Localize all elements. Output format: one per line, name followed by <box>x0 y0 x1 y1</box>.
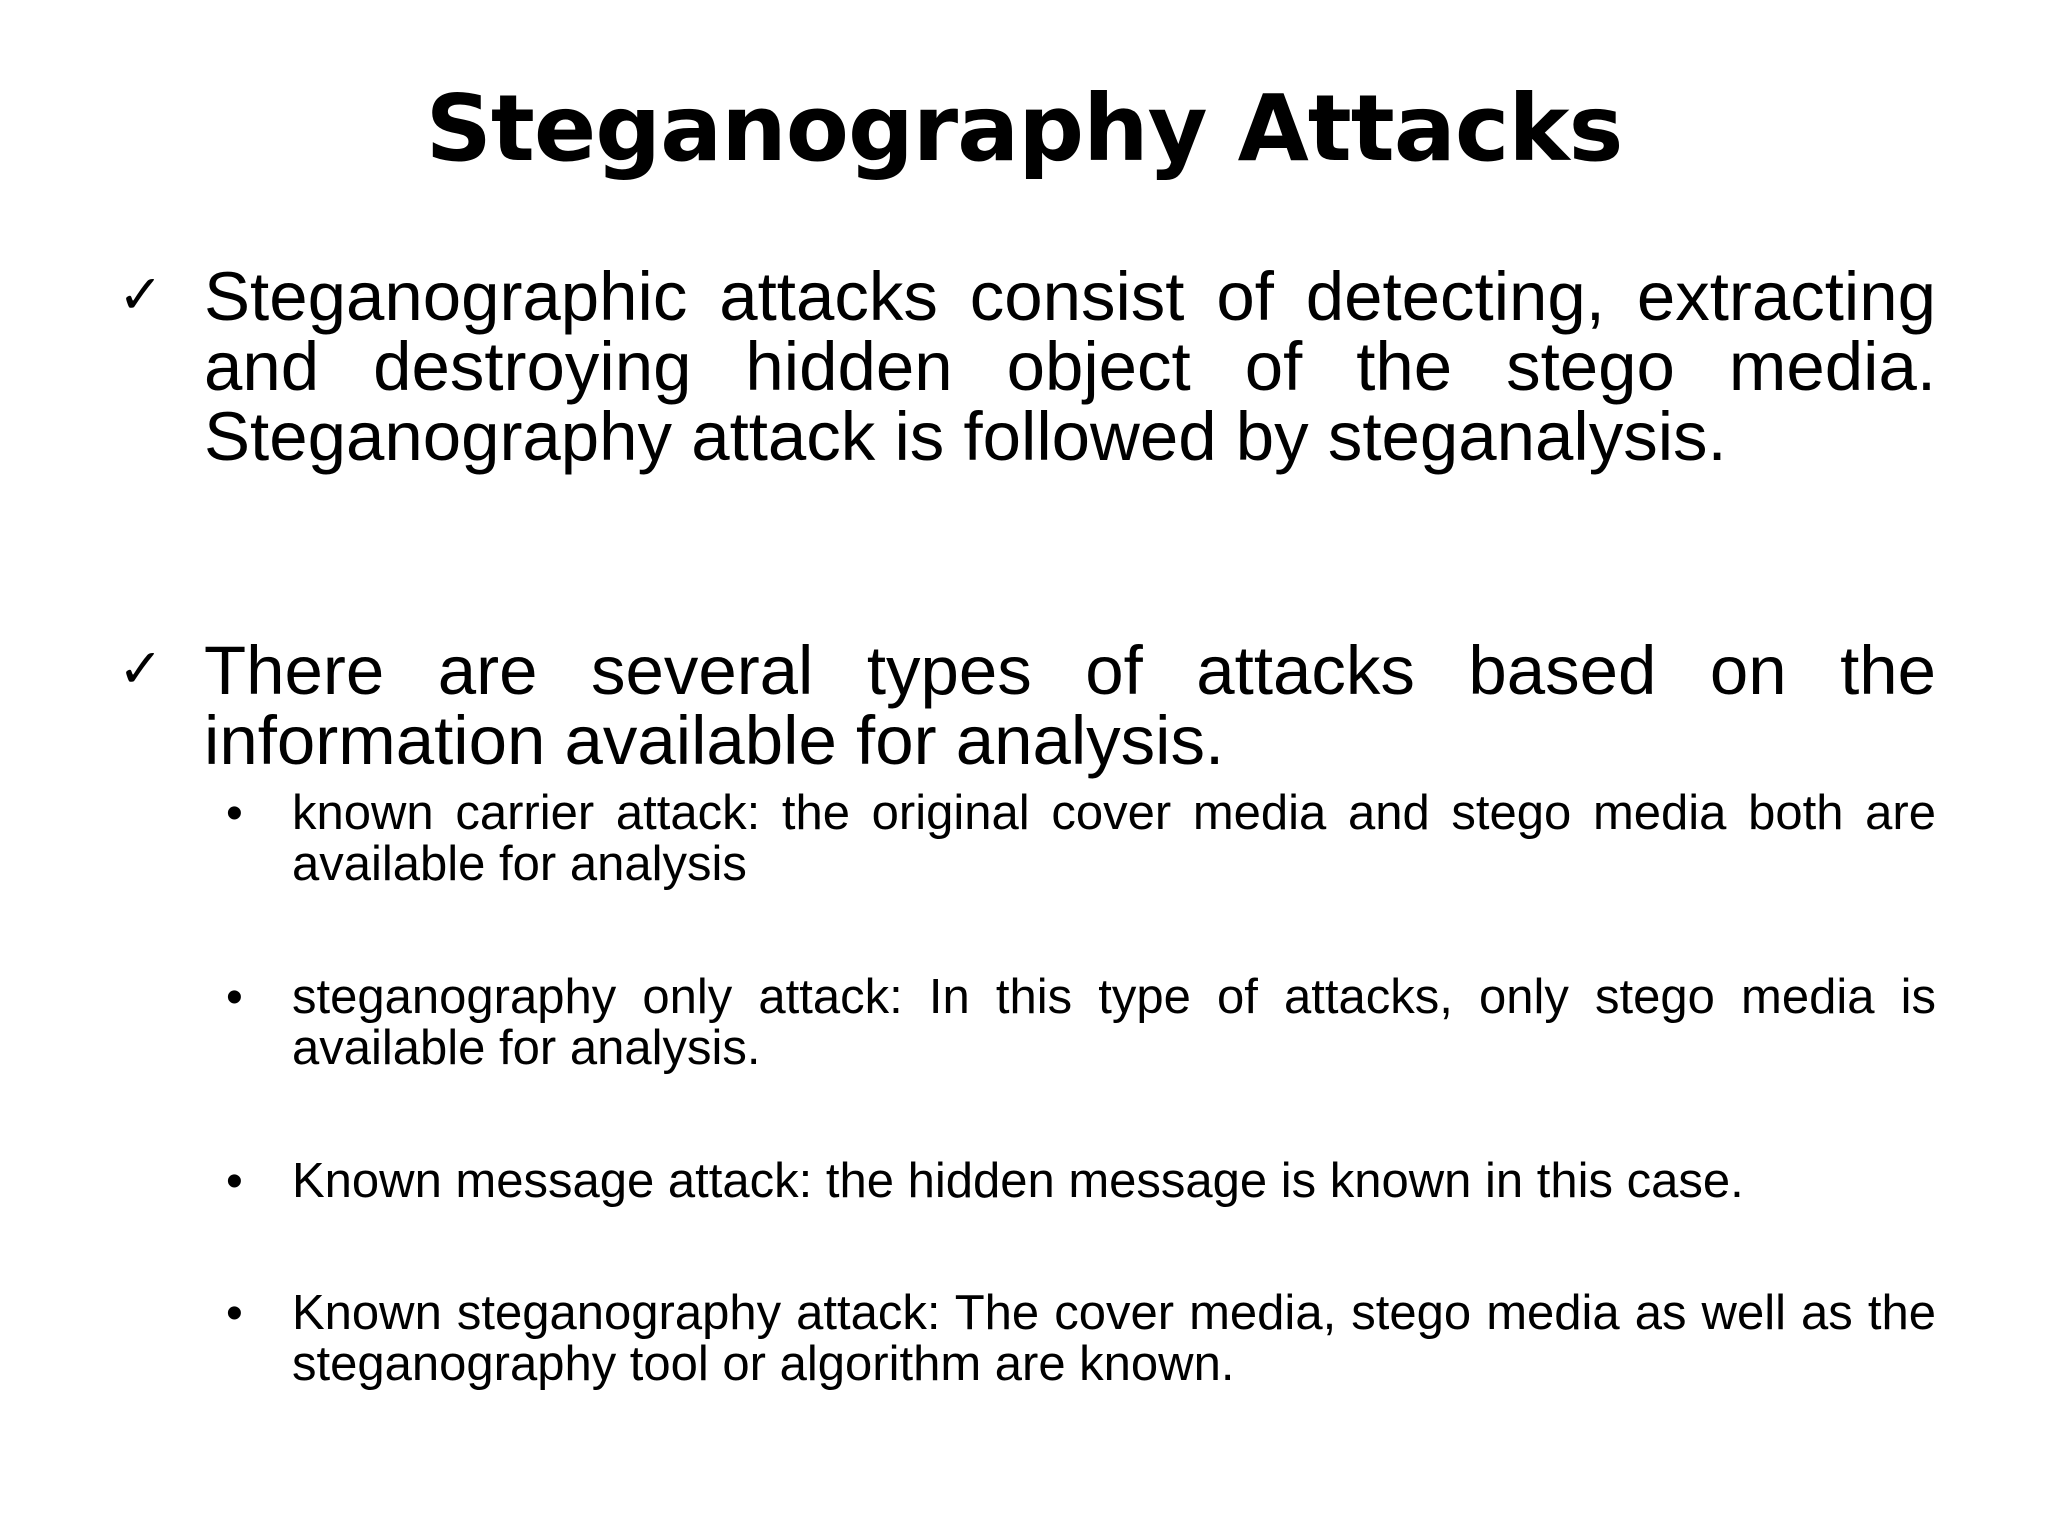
bullet-text: Steganographic attacks consist of detecting, extracting and destroying hidden object of the stego media. Steganography attack is followed by steganalysis. <box>204 258 1936 475</box>
bullet-dot-icon: • <box>226 1287 243 1340</box>
sub-bullet-text: Known steganography attack: The cover media, stego media as well as the steganography tool or algorithm are known. <box>292 1286 1936 1391</box>
checkmark-icon: ✓ <box>118 263 164 326</box>
checkmark-icon: ✓ <box>118 637 164 700</box>
bullet-dot-icon: • <box>226 971 243 1024</box>
sub-bullet-text: Known message attack: the hidden message is known in this case. <box>292 1154 1744 1208</box>
slide-title: Steganography Attacks <box>425 75 1623 182</box>
bullet-dot-icon: • <box>226 1155 243 1208</box>
bullet-dot-icon: • <box>226 787 243 840</box>
sub-bullet-text: known carrier attack: the original cover media and stego media both are available for analysis <box>292 786 1936 891</box>
sub-bullet-text: steganography only attack: In this type of attacks, only stego media is available for analysis. <box>292 970 1936 1075</box>
bullet-text: There are several types of attacks based on the information available for analysis. <box>204 632 1936 779</box>
